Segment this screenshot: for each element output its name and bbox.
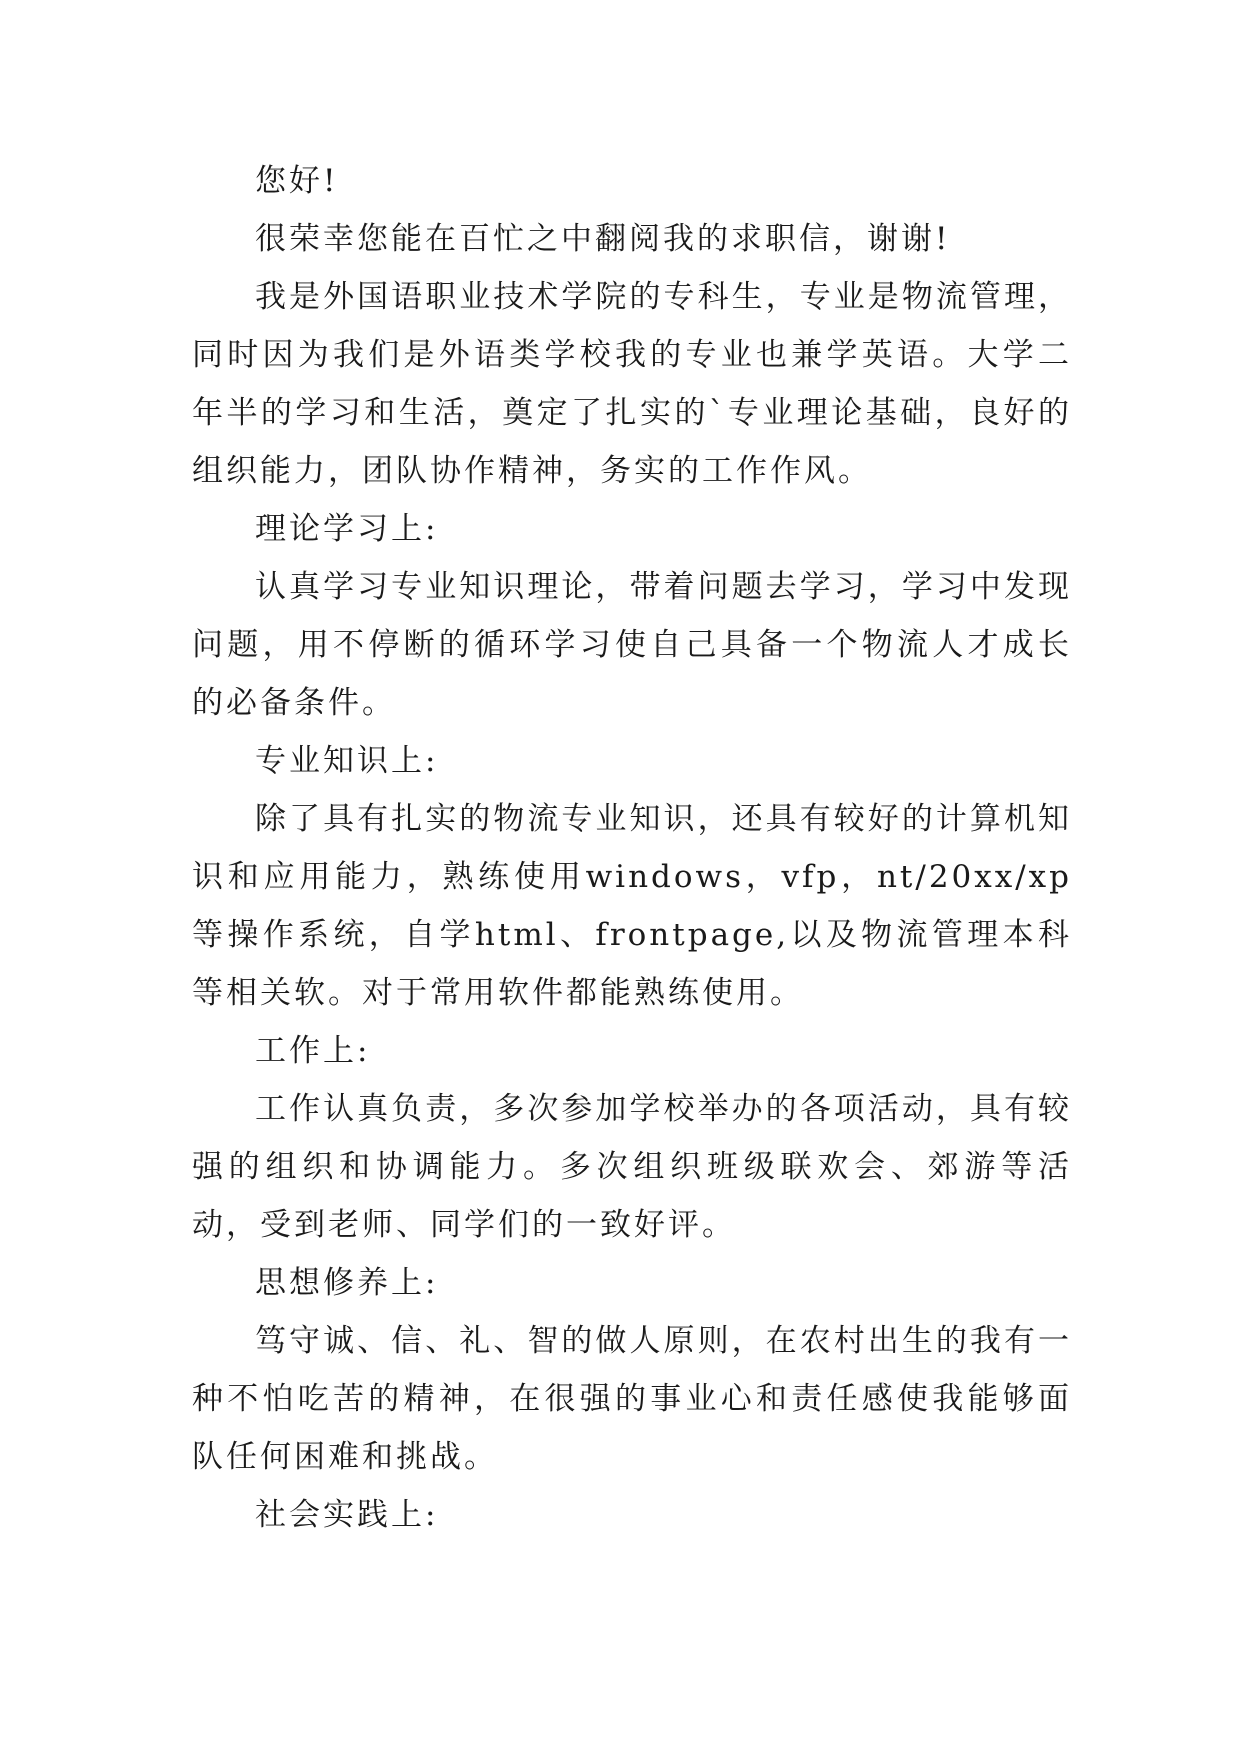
section-heading-character: 思想修养上:: [255, 1265, 439, 1301]
theory-paragraph: 认真学习专业知识理论，带着问题去学习，学习中发现问题，用不停断的循环学习使自己具备一个物流人才成长的必备条件。: [192, 569, 1072, 721]
section-heading-theory: 理论学习上:: [255, 511, 439, 547]
knowledge-paragraph: 除了具有扎实的物流专业知识，还具有较好的计算机知识和应用能力，熟练使用windows，vfp，nt/20xx/xp等操作系统，自学html、frontpage,以及物流管理本科等相关软。对于常用软件都能熟练使用。: [192, 801, 1072, 1011]
section-heading-practice: 社会实践上:: [255, 1497, 439, 1533]
letter-body: [192, 152, 1072, 1544]
character-paragraph: 笃守诚、信、礼、智的做人原则，在农村出生的我有一种不怕吃苦的精神，在很强的事业心和责任感使我能够面队任何困难和挑战。: [192, 1323, 1072, 1475]
greeting: 您好!: [255, 163, 339, 199]
thanks-paragraph: 很荣幸您能在百忙之中翻阅我的求职信，谢谢!: [255, 221, 951, 257]
work-paragraph: 工作认真负责，多次参加学校举办的各项活动，具有较强的组织和协调能力。多次组织班级联欢会、郊游等活动，受到老师、同学们的一致好评。: [192, 1091, 1072, 1243]
intro-paragraph: 我是外国语职业技术学院的专科生，专业是物流管理，同时因为我们是外语类学校我的专业也兼学英语。大学二年半的学习和生活，奠定了扎实的`专业理论基础，良好的组织能力，团队协作精神，务实的工作作风。: [192, 279, 1072, 489]
section-heading-work: 工作上:: [255, 1033, 371, 1069]
section-heading-knowledge: 专业知识上:: [255, 743, 439, 779]
